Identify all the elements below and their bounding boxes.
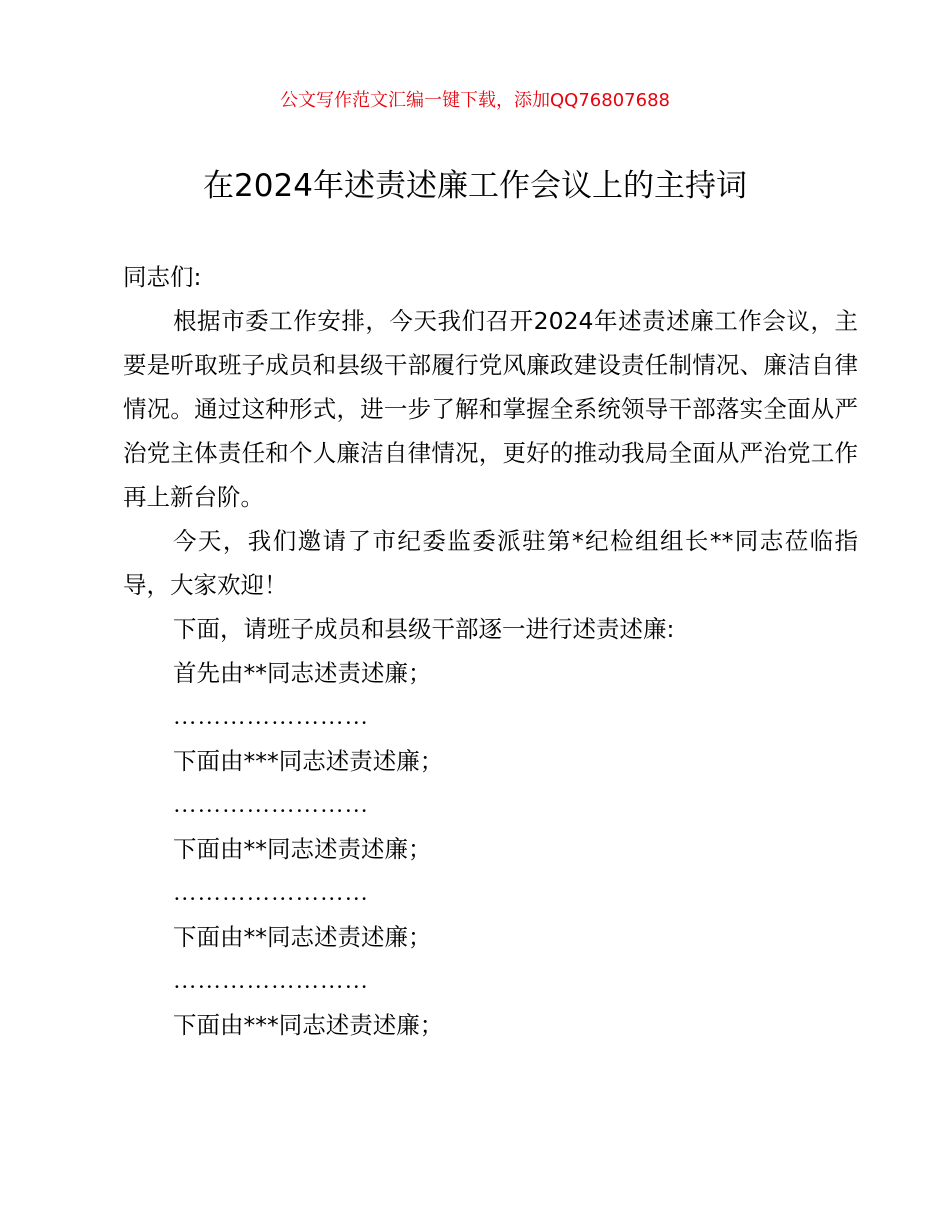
document-body <box>123 255 858 1047</box>
line-announcement: 下面，请班子成员和县级干部逐一进行述责述廉: <box>173 615 675 643</box>
line-speaker-2: 下面由***同志述责述廉； <box>173 747 444 775</box>
line-speaker-1: 首先由**同志述责述廉； <box>173 659 432 687</box>
document-title: 在2024年述责述廉工作会议上的主持词 <box>203 168 747 204</box>
salutation: 同志们: <box>123 263 202 291</box>
watermark-banner: 公文写作范文汇编一键下载，添加QQ76807688 <box>280 90 670 111</box>
line-ellipsis-1: …………………… <box>173 704 369 730</box>
line-speaker-4: 下面由**同志述责述廉； <box>173 923 432 951</box>
line-speaker-3: 下面由**同志述责述廉； <box>173 835 432 863</box>
line-ellipsis-3: …………………… <box>173 880 369 906</box>
line-speaker-5: 下面由***同志述责述廉； <box>173 1011 444 1039</box>
paragraph-intro: 根据市委工作安排，今天我们召开2024年述责述廉工作会议，主要是听取班子成员和县级干部履行党风廉政建设责任制情况、廉洁自律情况。通过这种形式，进一步了解和掌握全系统领导干部落实全面从严治党主体责任和个人廉洁自律情况，更好的推动我局全面从严治党工作再上新台阶。 <box>123 307 858 511</box>
line-ellipsis-4: …………………… <box>173 968 369 994</box>
paragraph-welcome: 今天，我们邀请了市纪委监委派驻第*纪检组组长**同志莅临指导，大家欢迎！ <box>123 527 858 599</box>
line-ellipsis-2: …………………… <box>173 792 369 818</box>
